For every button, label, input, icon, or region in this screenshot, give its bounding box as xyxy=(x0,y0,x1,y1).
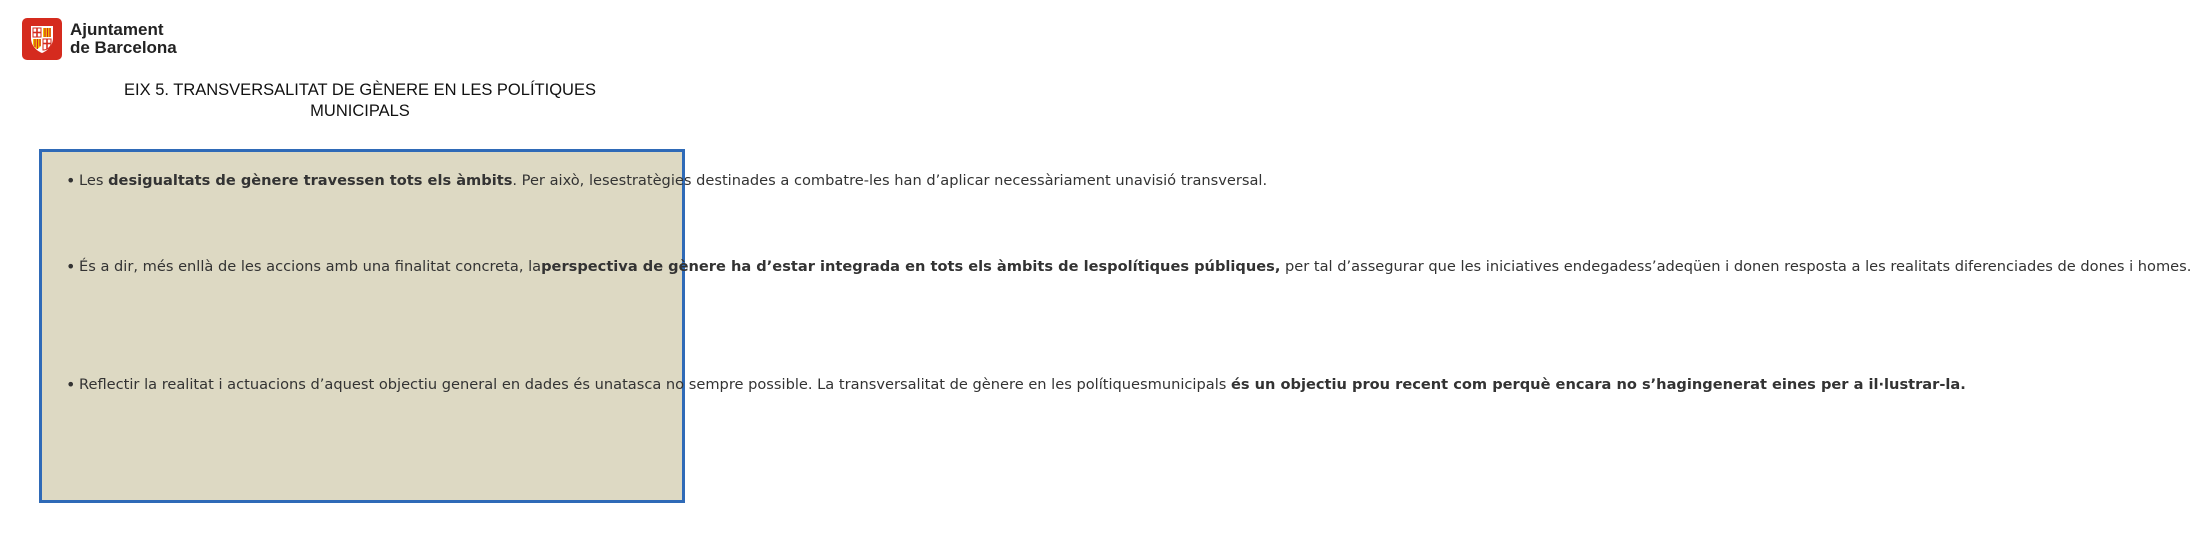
text-line xyxy=(1107,258,1644,275)
text-run: . Per això, les xyxy=(512,172,610,189)
text-run: estratègies destinades a combatre-les han d’aplicar necessàriament una xyxy=(609,172,1143,189)
text-run: municipals xyxy=(1147,376,1231,393)
title-line-1: EIX 5. TRANSVERSALITAT DE GÈNERE EN LES POLÍTIQUES xyxy=(124,81,596,99)
text-run: Les xyxy=(79,172,109,189)
text-line xyxy=(610,172,1143,189)
text-line xyxy=(79,172,610,189)
bold-text: és un objectiu prou recent com perquè encara no s’hagin xyxy=(1231,376,1703,393)
text-line xyxy=(541,258,1107,275)
text-line xyxy=(1702,376,1966,393)
bold-text: generat eines per a il·lustrar-la. xyxy=(1702,376,1966,393)
title-line-2: MUNICIPALS xyxy=(310,102,410,120)
text-run: visió transversal. xyxy=(1142,172,1268,189)
page-title xyxy=(40,80,680,122)
text-line xyxy=(1148,376,1703,393)
text-line xyxy=(1644,258,2191,275)
ajuntament-logo xyxy=(22,18,177,60)
text-run: tasca no sempre possible. La transversalitat de gènere en les polítiques xyxy=(622,376,1148,393)
text-run: És a dir, més enllà de les accions amb una finalitat concreta, la xyxy=(79,258,542,275)
bold-text: polítiques públiques, xyxy=(1107,258,1281,275)
text-run: s’adeqüen i donen resposta a les realitats diferenciades de dones i homes. xyxy=(1644,258,2191,275)
text-line xyxy=(79,258,541,275)
bullet-marker: • xyxy=(66,257,76,276)
bullet-marker: • xyxy=(66,171,76,190)
text-run: Reflectir la realitat i actuacions d’aquest objectiu general en dades és una xyxy=(79,376,623,393)
content-panel xyxy=(39,149,2191,503)
logo-wordmark xyxy=(70,21,177,57)
bullet-text xyxy=(79,373,1966,397)
text-line xyxy=(79,376,622,393)
text-line xyxy=(622,376,1148,393)
bullet-marker: • xyxy=(66,375,76,394)
text-run: per tal d’assegurar que les iniciatives endegades xyxy=(1280,258,1645,275)
bold-text: desigualtats de gènere travessen tots els àmbits xyxy=(108,172,513,189)
barcelona-coat-of-arms-icon xyxy=(22,18,62,60)
text-line xyxy=(1143,172,1267,189)
logo-line-1: Ajuntament xyxy=(70,20,164,39)
bold-text: perspectiva de gènere ha d’estar integrada en tots els àmbits de les xyxy=(541,258,1108,275)
bullet-text xyxy=(79,255,2191,279)
logo-line-2: de Barcelona xyxy=(70,38,177,57)
bullet-text xyxy=(79,169,1268,193)
